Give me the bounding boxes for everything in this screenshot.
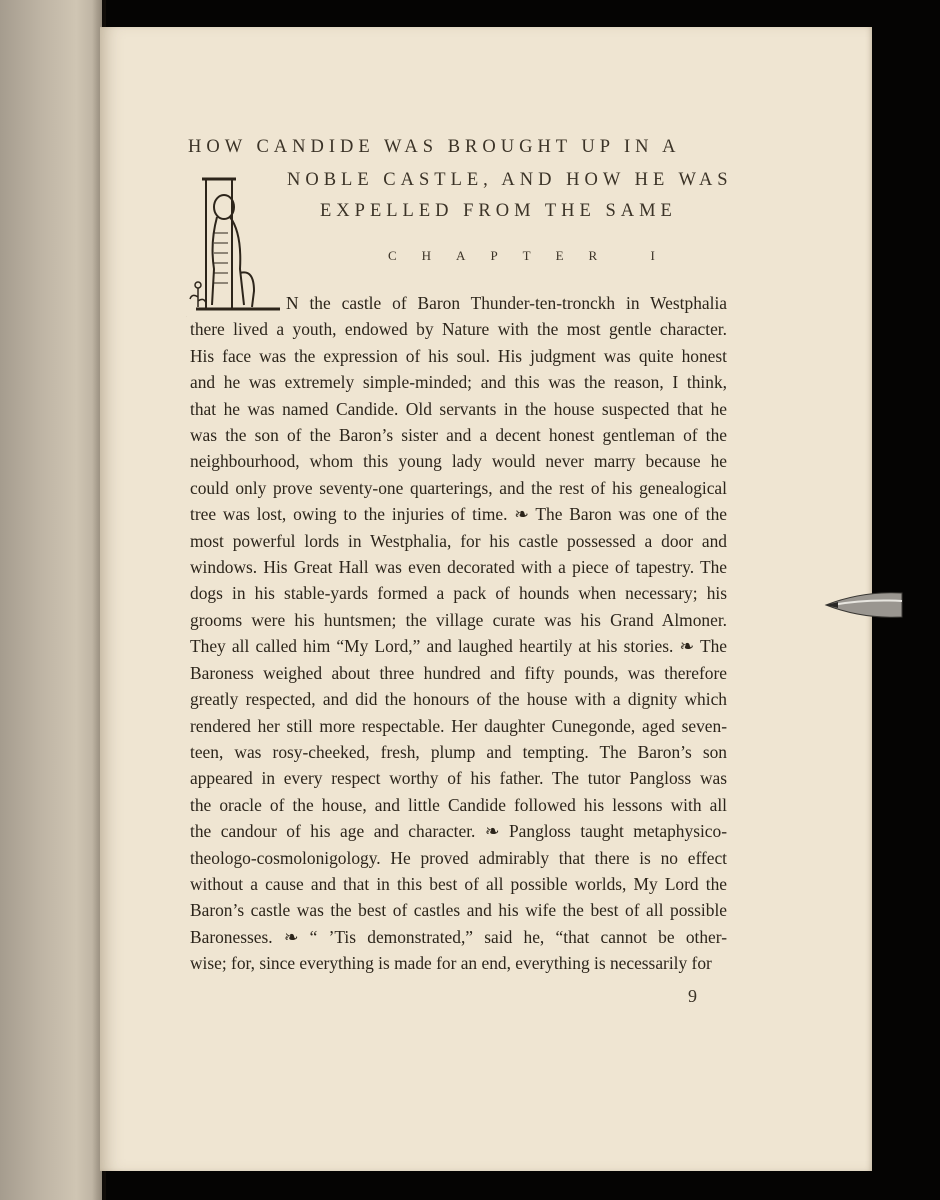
text-line: rendered her still more respectable. Her daughter Cunegonde, aged seven- xyxy=(190,715,727,736)
text-line: Baronesses. ❧ “ ’Tis demonstrated,” said he, “that cannot be other- xyxy=(190,926,727,947)
text-line: the candour of his age and character. ❧ Pangloss taught metaphysico- xyxy=(190,821,727,842)
chapter-label: CHAPTER I xyxy=(388,248,680,263)
text-line: windows. His Great Hall was even decorated with a piece of tapestry. The xyxy=(190,557,727,578)
text-line: was the son of the Baron’s sister and a decent honest gentleman of the xyxy=(190,425,727,446)
text-line: dogs in his stable-yards formed a pack of hounds when necessary; his xyxy=(190,583,727,604)
text-line: greatly respected, and did the honours of the house with a dignity which xyxy=(190,689,727,710)
text-line: teen, was rosy-cheeked, fresh, plump and tempting. The Baron’s son xyxy=(190,741,727,762)
text-line: grooms were his huntsmen; the village curate was his Grand Almoner. xyxy=(190,609,727,630)
text-line: theologo-cosmolonigology. He proved admirably that there is no effect xyxy=(190,847,727,868)
text-line: without a cause and that in this best of all possible worlds, My Lord the xyxy=(190,873,727,894)
text-line: that he was named Candide. Old servants in the house suspected that he xyxy=(190,398,727,419)
chapter-heading-line-3: EXPELLED FROM THE SAME xyxy=(320,201,677,221)
text-line: and he was extremely simple-minded; and this was the reason, I think, xyxy=(190,372,727,393)
body-text xyxy=(190,290,727,977)
pen-pointer-icon xyxy=(822,585,902,625)
left-page-edge xyxy=(0,0,102,1200)
text-line: there lived a youth, endowed by Nature with the most gentle character. xyxy=(190,319,727,340)
text-line: wise; for, since everything is made for an end, everything is necessarily for xyxy=(190,953,712,974)
text-line: N the castle of Baron Thunder-ten-tronckh in Westphalia xyxy=(286,293,727,313)
text-line: could only prove seventy-one quarterings, and the rest of his genealogical xyxy=(190,477,727,498)
text-line: Baron’s castle was the best of castles and his wife the best of all possible xyxy=(190,900,727,921)
text-line: His face was the expression of his soul. His judgment was quite honest xyxy=(190,345,727,366)
text-line: the oracle of the house, and little Candide followed his lessons with all xyxy=(190,794,727,815)
text-line: Baroness weighed about three hundred and fifty pounds, was therefore xyxy=(190,662,727,683)
text-line: appeared in every respect worthy of his father. The tutor Pangloss was xyxy=(190,768,727,789)
book-page xyxy=(100,27,872,1171)
text-line: They all called him “My Lord,” and laughed heartily at his stories. ❧ The xyxy=(190,636,727,657)
text-line: neighbourhood, whom this young lady would never marry because he xyxy=(190,451,727,472)
text-line: tree was lost, owing to the injuries of time. ❧ The Baron was one of the xyxy=(190,504,727,525)
chapter-heading-line-2: NOBLE CASTLE, AND HOW HE WAS xyxy=(287,170,733,190)
text-line: most powerful lords in Westphalia, for his castle possessed a door and xyxy=(190,530,727,551)
chapter-heading-line-1: HOW CANDIDE WAS BROUGHT UP IN A xyxy=(188,137,681,157)
drop-cap-letter: I xyxy=(186,317,187,318)
page-number: 9 xyxy=(688,986,697,1006)
